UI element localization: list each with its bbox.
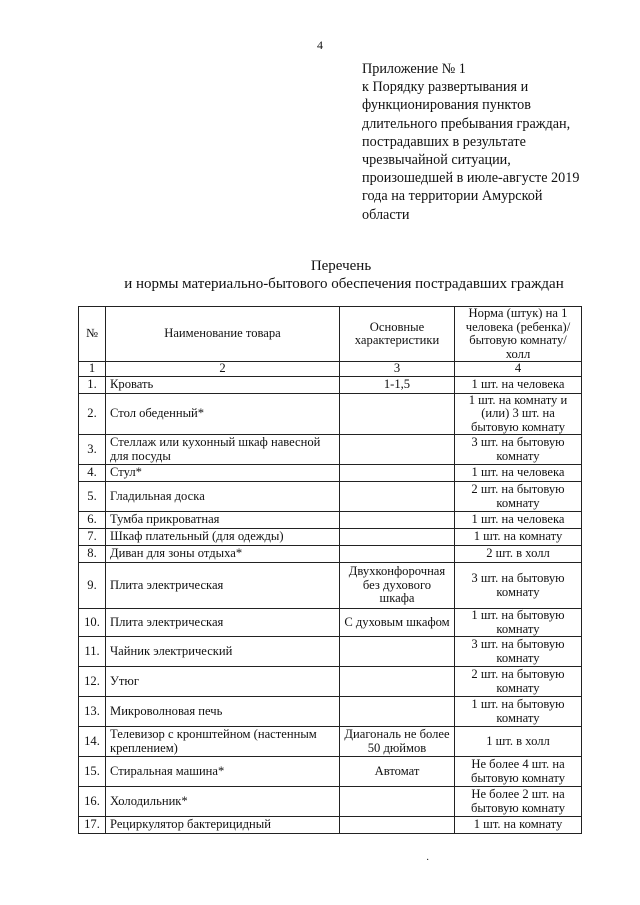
row-number: 4. (79, 465, 106, 482)
appendix-line: произошедшей в июле-августе 2019 (362, 170, 580, 187)
table-row (79, 637, 582, 667)
table-row (79, 563, 582, 609)
row-name: Утюг (106, 667, 340, 697)
row-name: Кровать (106, 376, 340, 393)
row-number: 1. (79, 376, 106, 393)
row-characteristics (340, 393, 455, 435)
row-norm: 1 шт. на бытовую комнату (455, 697, 582, 727)
header-norm: Норма (штук) на 1 человека (ребенка)/ бытовую комнату/холл (455, 307, 582, 362)
table-row (79, 667, 582, 697)
row-number: 7. (79, 529, 106, 546)
heading-subtitle: и нормы материально-бытового обеспечения пострадавших граждан (124, 276, 564, 292)
row-name: Стеллаж или кухонный шкаф навесной для посуды (106, 435, 340, 465)
row-norm: 1 шт. на комнату и (или) 3 шт. на бытовую комнату (455, 393, 582, 435)
row-norm: 3 шт. на бытовую комнату (455, 637, 582, 667)
header-num: № (79, 307, 106, 362)
appendix-line: длительного пребывания граждан, (362, 115, 571, 132)
row-norm: 1 шт. в холл (455, 727, 582, 757)
row-characteristics (340, 817, 455, 834)
row-number: 5. (79, 482, 106, 512)
table-row (79, 529, 582, 546)
row-norm: Не более 2 шт. на бытовую комнату (455, 787, 582, 817)
table-row (79, 697, 582, 727)
row-characteristics (340, 465, 455, 482)
column-number: 1 (79, 362, 106, 377)
row-norm: Не более 4 шт. на бытовую комнату (455, 757, 582, 787)
row-number: 11. (79, 637, 106, 667)
row-characteristics (340, 435, 455, 465)
heading-title: Перечень (310, 258, 372, 274)
row-characteristics (340, 697, 455, 727)
row-name: Чайник электрический (106, 637, 340, 667)
row-characteristics (340, 512, 455, 529)
document-heading (0, 257, 640, 293)
table-row (79, 817, 582, 834)
row-name: Телевизор с кронштейном (настенным креплением) (106, 727, 340, 757)
row-number: 6. (79, 512, 106, 529)
row-name: Микроволновая печь (106, 697, 340, 727)
row-name: Стул* (106, 465, 340, 482)
appendix-line: года на территории Амурской (362, 188, 543, 205)
row-name: Шкаф плательный (для одежды) (106, 529, 340, 546)
appendix-block (362, 60, 612, 224)
row-norm: 2 шт. на бытовую комнату (455, 667, 582, 697)
table-row (79, 546, 582, 563)
row-norm: 3 шт. на бытовую комнату (455, 435, 582, 465)
table-row (79, 512, 582, 529)
table-row (79, 465, 582, 482)
appendix-line: чрезвычайной ситуации, (362, 152, 511, 169)
appendix-line: пострадавших в результате (362, 133, 526, 150)
row-norm: 2 шт. на бытовую комнату (455, 482, 582, 512)
table-row (79, 609, 582, 637)
table-row (79, 435, 582, 465)
row-name: Холодильник* (106, 787, 340, 817)
table-row (79, 757, 582, 787)
row-number: 2. (79, 393, 106, 435)
row-number: 16. (79, 787, 106, 817)
row-characteristics: 1-1,5 (340, 376, 455, 393)
row-norm: 1 шт. на комнату (455, 529, 582, 546)
row-characteristics: Автомат (340, 757, 455, 787)
appendix-line: области (362, 206, 410, 223)
appendix-line: к Порядку развертывания и (362, 79, 529, 96)
page-number: 4 (317, 38, 323, 52)
row-name: Стиральная машина* (106, 757, 340, 787)
row-characteristics (340, 482, 455, 512)
row-norm: 1 шт. на человека (455, 376, 582, 393)
table-row (79, 727, 582, 757)
row-norm: 1 шт. на бытовую комнату (455, 609, 582, 637)
row-norm: 1 шт. на человека (455, 512, 582, 529)
row-characteristics: С духовым шкафом (340, 609, 455, 637)
table-row (79, 393, 582, 435)
row-characteristics (340, 637, 455, 667)
row-characteristics: Диагональ не более 50 дюймов (340, 727, 455, 757)
row-name: Гладильная доска (106, 482, 340, 512)
row-number: 13. (79, 697, 106, 727)
appendix-line: Приложение № 1 (362, 61, 466, 77)
header-name: Наименование товара (106, 307, 340, 362)
row-characteristics (340, 546, 455, 563)
table-row (79, 376, 582, 393)
items-table (78, 306, 582, 834)
column-number: 3 (340, 362, 455, 377)
column-number: 2 (106, 362, 340, 377)
scan-speck: · (426, 855, 430, 866)
row-number: 10. (79, 609, 106, 637)
row-norm: 1 шт. на комнату (455, 817, 582, 834)
table-row (79, 482, 582, 512)
row-name: Диван для зоны отдыха* (106, 546, 340, 563)
row-characteristics: Двухконфорочная без духового шкафа (340, 563, 455, 609)
row-number: 9. (79, 563, 106, 609)
column-number-row (79, 362, 582, 377)
row-name: Рециркулятор бактерицидный (106, 817, 340, 834)
row-name: Стол обеденный* (106, 393, 340, 435)
column-number: 4 (455, 362, 582, 377)
table-row (79, 787, 582, 817)
row-number: 12. (79, 667, 106, 697)
header-chars: Основные характеристики (340, 307, 455, 362)
row-characteristics (340, 787, 455, 817)
row-number: 17. (79, 817, 106, 834)
row-number: 3. (79, 435, 106, 465)
row-characteristics (340, 667, 455, 697)
row-number: 8. (79, 546, 106, 563)
row-number: 15. (79, 757, 106, 787)
row-name: Плита электрическая (106, 609, 340, 637)
row-norm: 3 шт. на бытовую комнату (455, 563, 582, 609)
row-number: 14. (79, 727, 106, 757)
row-name: Тумба прикроватная (106, 512, 340, 529)
row-characteristics (340, 529, 455, 546)
appendix-line: функционирования пунктов (362, 97, 531, 114)
table-header-row (79, 307, 582, 362)
row-name: Плита электрическая (106, 563, 340, 609)
row-norm: 2 шт. в холл (455, 546, 582, 563)
row-norm: 1 шт. на человека (455, 465, 582, 482)
